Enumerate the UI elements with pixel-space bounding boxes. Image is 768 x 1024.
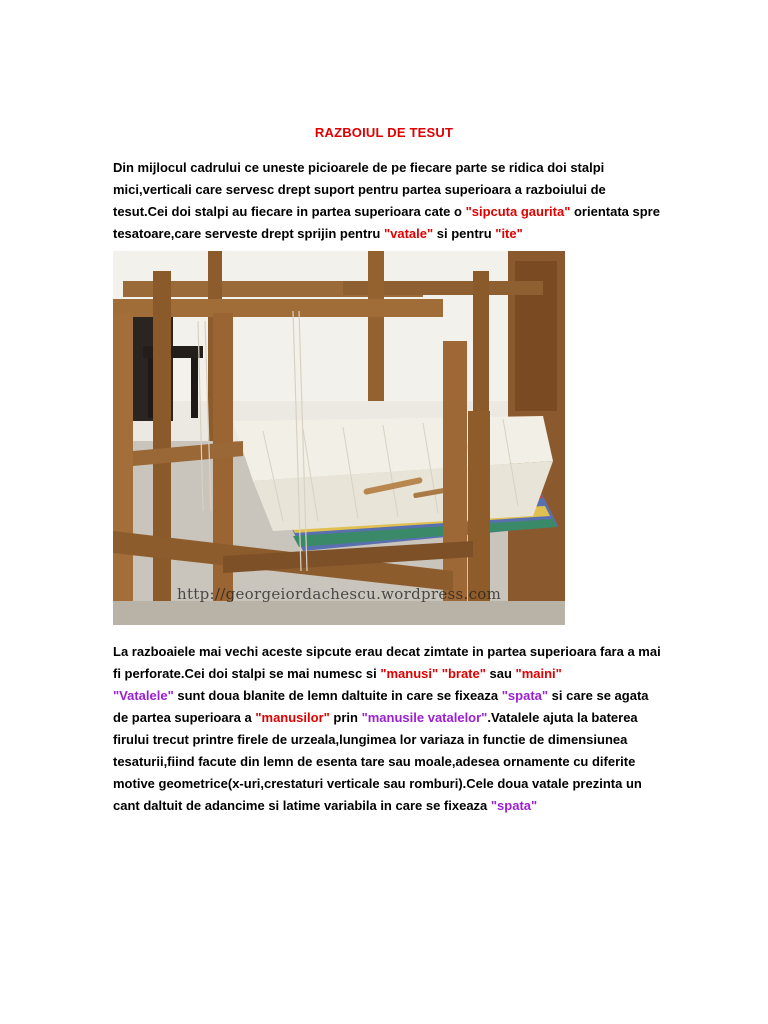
term-maini: "maini" bbox=[515, 666, 562, 681]
photo-watermark: http://georgeiordachescu.wordpress.com bbox=[177, 585, 502, 603]
page-title: RAZBOIUL DE TESUT bbox=[314, 125, 454, 140]
term-ite: "ite" bbox=[495, 226, 523, 241]
term-spata: "spata" bbox=[501, 688, 549, 703]
p2-text-1: La razboaiele mai vechi aceste sipcute erau decat zimtate in partea superioara fara a mai fi perforate.Cei doi stalpi se mai numesc si bbox=[113, 644, 661, 681]
p3-text-1: sunt doua blanite de lemn daltuite in care se fixeaza bbox=[173, 688, 502, 703]
loom-photo bbox=[113, 251, 565, 625]
term-manusile-vatalelor: "manusile vatalelor" bbox=[361, 710, 488, 725]
term-sipcuta-gaurita: "sipcuta gaurita" bbox=[465, 204, 571, 219]
paragraph-1 bbox=[113, 157, 661, 245]
term-manusilor: "manusilor" bbox=[255, 710, 330, 725]
term-spata-2: "spata" bbox=[490, 798, 538, 813]
term-vatalele: "Vatalele" bbox=[113, 688, 174, 703]
term-manusi: "manusi" bbox=[380, 666, 439, 681]
p1-text-3: si pentru bbox=[433, 226, 496, 241]
p3-text-4: .Vatalele ajuta la baterea firului trecut printre firele de urzeala,lungimea lor variaza in functie de dimensiunea tesaturii,fiind facute din lemn de esenta tare sau moale,adesea ornamente cu diferite motive geometrice(x-uri,crestaturi verticale sau romburi).Cele doua vatale prezinta un cant daltuit de adancime si latime variabila in care se fixeaza bbox=[113, 710, 642, 813]
term-brate: "brate" bbox=[441, 666, 486, 681]
paragraph-2 bbox=[113, 641, 661, 685]
term-vatale: "vatale" bbox=[383, 226, 434, 241]
p1-text-2: orientata spre tesatoare,care serveste drept sprijin pentru bbox=[113, 204, 660, 241]
paragraph-3 bbox=[113, 685, 661, 817]
p3-text-3: prin bbox=[329, 710, 362, 725]
p2-text-3: sau bbox=[485, 666, 516, 681]
p1-text-1: Din mijlocul cadrului ce uneste picioarele de pe fiecare parte se ridica doi stalpi mici,verticali care servesc drept suport pentru partea superioara a razboiului de tesut.Cei doi stalpi au fiecare in partea superioara cate o bbox=[113, 160, 606, 219]
p3-text-2: si care se agata de partea superioara a bbox=[113, 688, 649, 725]
